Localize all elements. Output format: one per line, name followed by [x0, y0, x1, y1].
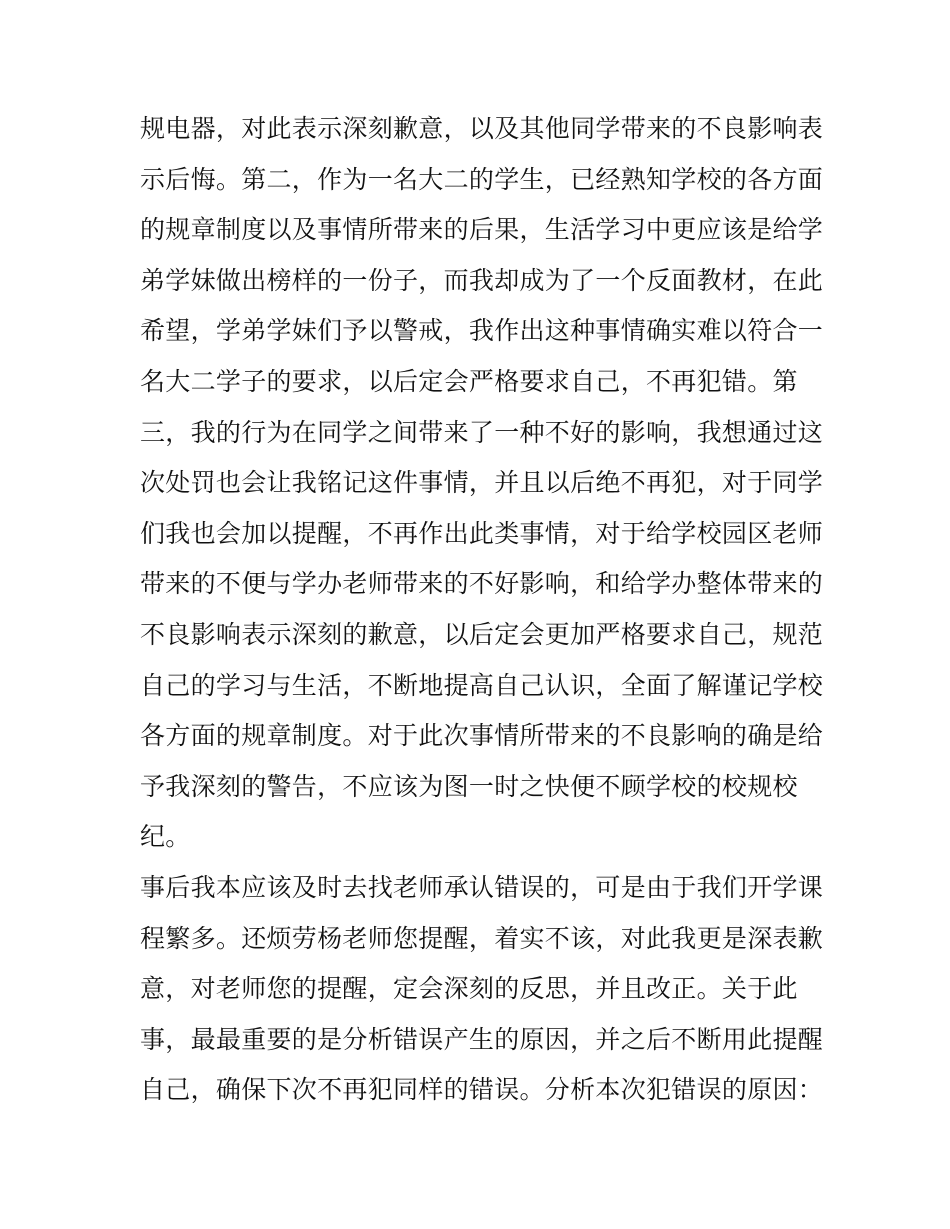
- text-line: 纪。: [140, 822, 191, 852]
- text-line: 事，最最重要的是分析错误产生的原因，并之后不断用此提醒: [140, 1024, 824, 1054]
- text-line: 三，我的行为在同学之间带来了一种不好的影响，我想通过这: [140, 417, 824, 447]
- text-line: 自己的学习与生活，不断地提高自己认识，全面了解谨记学校: [140, 670, 824, 700]
- text-line: 不良影响表示深刻的歉意，以后定会更加严格要求自己，规范: [140, 619, 824, 649]
- text-line: 们我也会加以提醒，不再作出此类事情，对于给学校园区老师: [140, 518, 824, 548]
- text-line: 程繁多。还烦劳杨老师您提醒，着实不该，对此我更是深表歉: [140, 923, 824, 953]
- text-line: 意，对老师您的提醒，定会深刻的反思，并且改正。关于此: [140, 974, 798, 1004]
- body-text: [140, 104, 824, 1116]
- text-line: 带来的不便与学办老师带来的不好影响，和给学办整体带来的: [140, 569, 824, 599]
- text-line: 事后我本应该及时去找老师承认错误的，可是由于我们开学课: [140, 872, 824, 902]
- text-line: 规电器，对此表示深刻歉意，以及其他同学带来的不良影响表: [140, 114, 824, 143]
- text-line: 弟学妹做出榜样的一份子，而我却成为了一个反面教材，在此: [140, 265, 824, 295]
- text-line: 各方面的规章制度。对于此次事情所带来的不良影响的确是给: [140, 721, 824, 751]
- text-line: 示后悔。第二，作为一名大二的学生，已经熟知学校的各方面: [140, 164, 824, 194]
- text-line: 希望，学弟学妹们予以警戒，我作出这种事情确实难以符合一: [140, 316, 824, 346]
- text-line: 名大二学子的要求，以后定会严格要求自己，不再犯错。第: [140, 366, 798, 396]
- text-line: 自己，确保下次不再犯同样的错误。分析本次犯错误的原因：: [140, 1075, 824, 1105]
- text-line: 的规章制度以及事情所带来的后果，生活学习中更应该是给学: [140, 215, 824, 245]
- text-line: 次处罚也会让我铭记这件事情，并且以后绝不再犯，对于同学: [140, 468, 824, 498]
- text-line: 予我深刻的警告，不应该为图一时之快便不顾学校的校规校: [140, 771, 798, 801]
